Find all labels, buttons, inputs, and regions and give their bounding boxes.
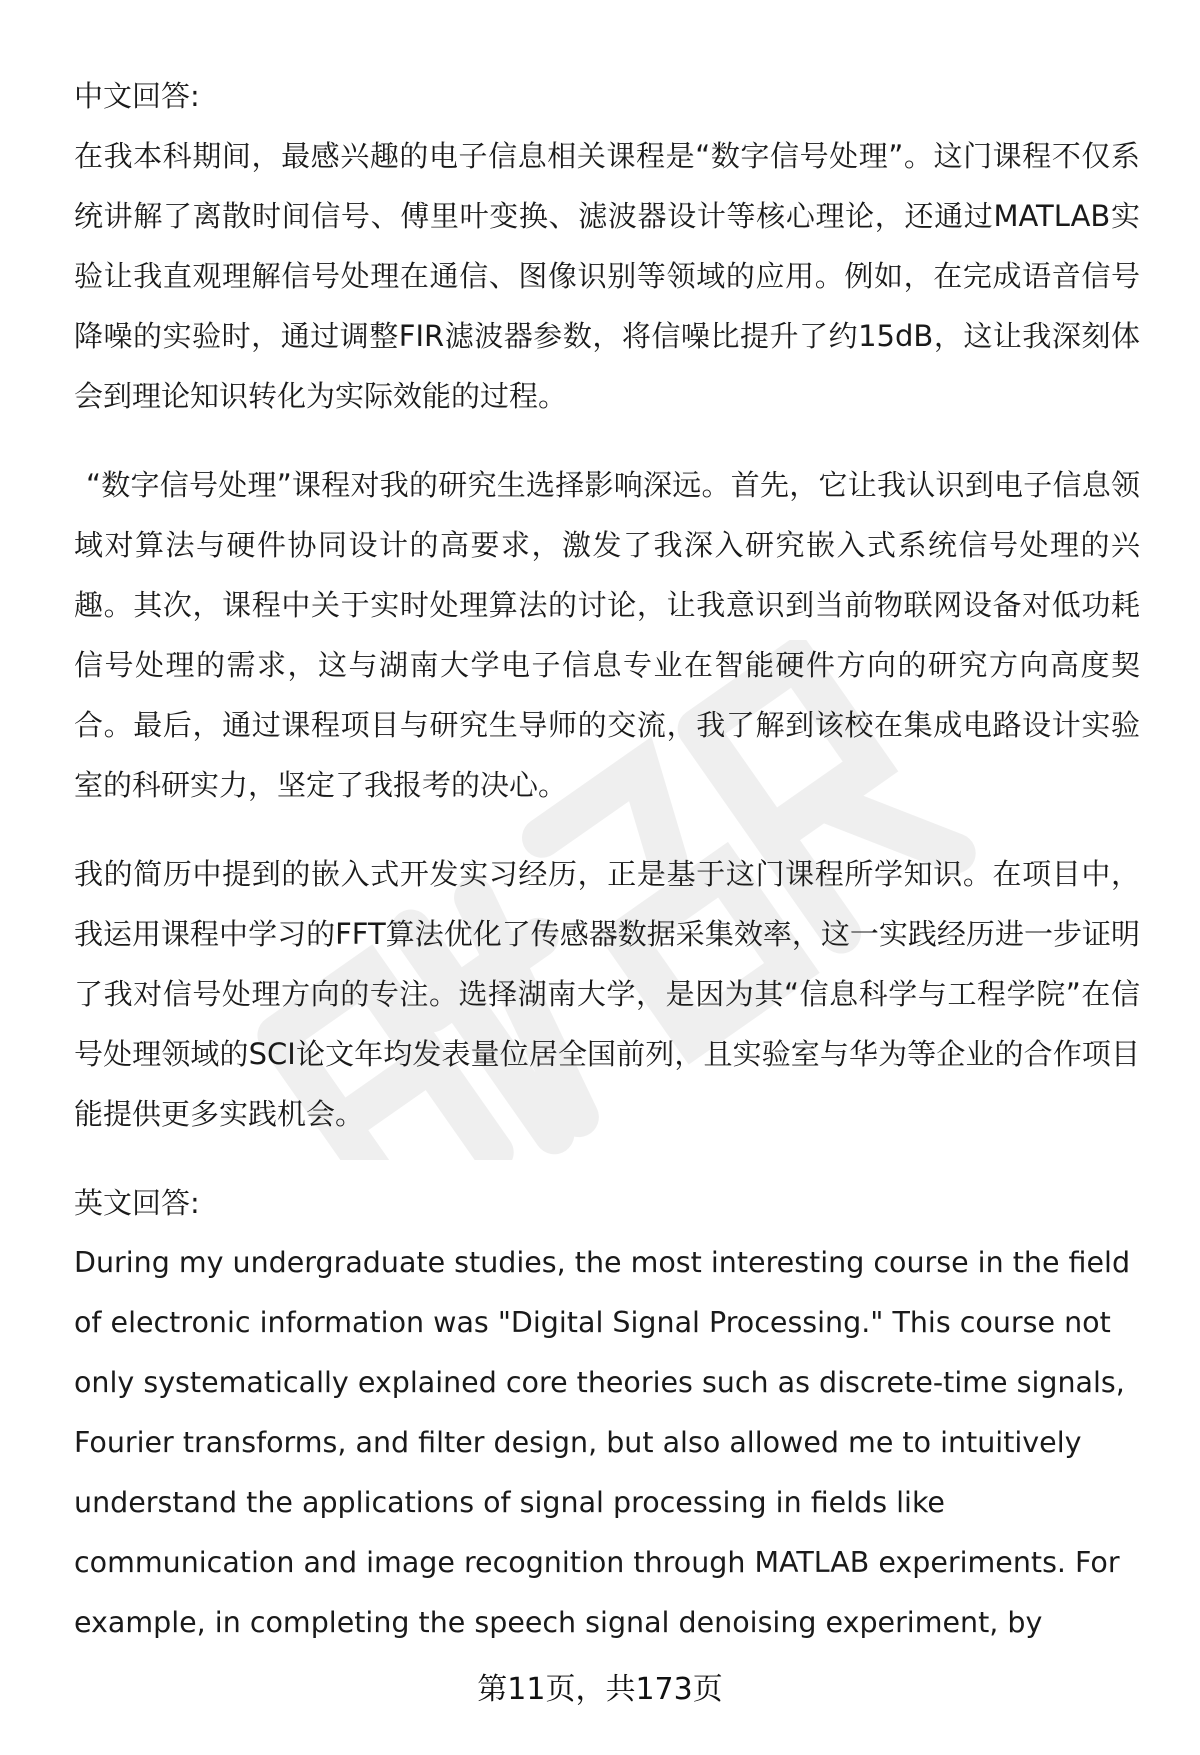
english-answer-heading: 英文回答: (74, 1186, 200, 1220)
document-body (74, 66, 1140, 1653)
page-number-footer: 第11页，共173页 (477, 1672, 723, 1707)
english-paragraph: During my undergraduate studies, the most interesting course in the field of electronic information was "Digital Signal Processing." This course not only systematically explained core theories such as discrete-time signals, Fourier transforms, and filter design, but also allowed me to intuitively understand the applications of signal processing in fields like communication and image recognition through MATLAB experiments. For example, in completing the speech signal denoising experiment, by (74, 1246, 1131, 1639)
chinese-paragraph-3: 我的简历中提到的嵌入式开发实习经历，正是基于这门课程所学知识。在项目中，我运用课程中学习的FFT算法优化了传感器数据采集效率，这一实践经历进一步证明了我对信号处理方向的专注。选择湖南大学，是因为其“信息科学与工程学院”在信号处理领域的SCI论文年均发表量位居全国前列，且实验室与华为等企业的合作项目能提供更多实践机会。 (74, 857, 1140, 1131)
chinese-answer-heading: 中文回答: (74, 79, 200, 113)
chinese-paragraph-1: 在我本科期间，最感兴趣的电子信息相关课程是“数字信号处理”。这门课程不仅系统讲解了离散时间信号、傅里叶变换、滤波器设计等核心理论，还通过MATLAB实验让我直观理解信号处理在通信、图像识别等领域的应用。例如，在完成语音信号降噪的实验时，通过调整FIR滤波器参数，将信噪比提升了约15dB，这让我深刻体会到理论知识转化为实际效能的过程。 (74, 139, 1140, 413)
chinese-paragraph-2: “数字信号处理”课程对我的研究生选择影响深远。首先，它让我认识到电子信息领域对算法与硬件协同设计的高要求，激发了我深入研究嵌入式系统信号处理的兴趣。其次，课程中关于实时处理算法的讨论，让我意识到当前物联网设备对低功耗信号处理的需求，这与湖南大学电子信息专业在智能硬件方向的研究方向高度契合。最后，通过课程项目与研究生导师的交流，我了解到该校在集成电路设计实验室的科研实力，坚定了我报考的决心。 (74, 468, 1140, 802)
